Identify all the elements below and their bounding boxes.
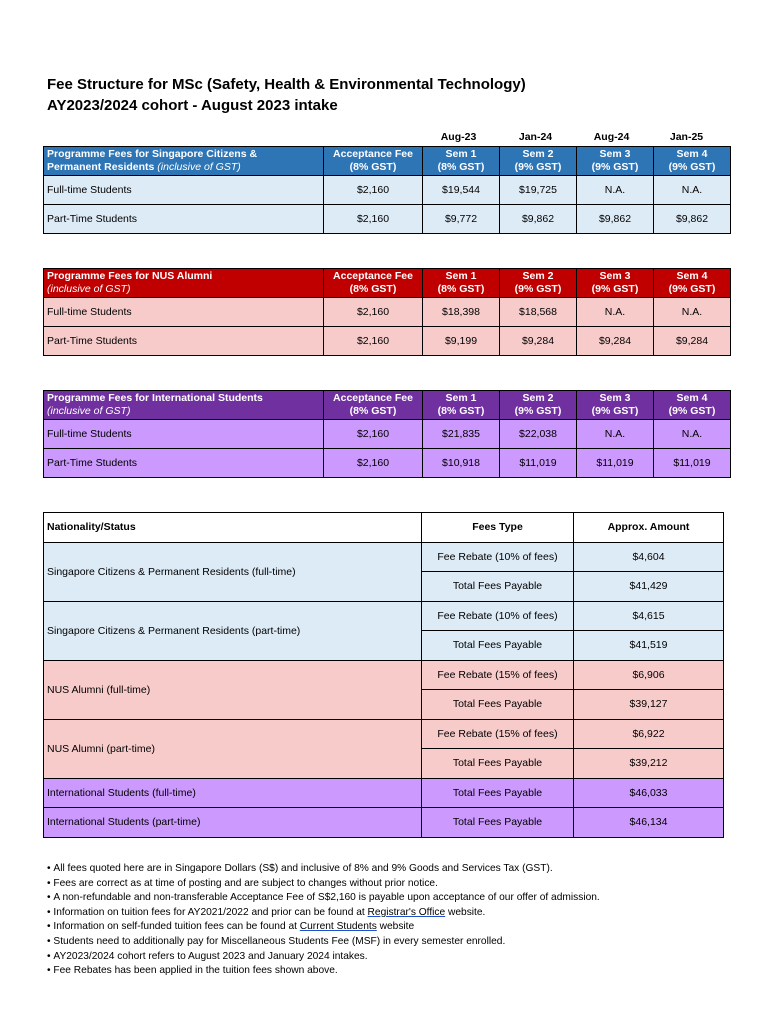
fee-cell: $21,835 — [423, 420, 500, 449]
fees-type-cell: Total Fees Payable — [422, 572, 574, 602]
column-header: Sem 3 (9% GST) — [577, 269, 654, 298]
column-header: Acceptance Fee (8% GST) — [324, 269, 423, 298]
note-item: • All fees quoted here are in Singapore Dollars (S$) and inclusive of 8% and 9% Goods and Services Tax (GST). — [47, 862, 600, 877]
fee-cell: $18,568 — [500, 298, 577, 327]
period-label: Jan-25 — [669, 131, 704, 143]
status-cell: NUS Alumni (part-time) — [44, 719, 422, 778]
registrars-office-link[interactable]: Registrar's Office — [367, 906, 446, 918]
fees-type-cell: Fee Rebate (15% of fees) — [422, 660, 574, 690]
row-label: Part-Time Students — [44, 327, 324, 356]
fee-cell: $2,160 — [324, 420, 423, 449]
column-header: Sem 1 (8% GST) — [423, 391, 500, 420]
fee-cell: $2,160 — [324, 449, 423, 478]
fee-cell: $9,284 — [654, 327, 731, 356]
status-cell: NUS Alumni (full-time) — [44, 660, 422, 719]
fees-type-cell: Total Fees Payable — [422, 631, 574, 661]
table-header-row — [44, 269, 731, 298]
fee-cell: $11,019 — [577, 449, 654, 478]
column-header: Sem 1 (8% GST) — [423, 147, 500, 176]
fees-type-cell: Total Fees Payable — [422, 690, 574, 720]
table-row — [44, 601, 724, 631]
column-header: Sem 4 (9% GST) — [654, 147, 731, 176]
fee-cell: N.A. — [577, 298, 654, 327]
table-row — [44, 778, 724, 808]
note-item: • Fee Rebates has been applied in the tuition fees shown above. — [47, 964, 600, 979]
status-cell: International Students (full-time) — [44, 778, 422, 808]
fees-table-alumni — [43, 268, 731, 356]
table-header-row — [44, 391, 731, 420]
summary-table — [43, 512, 724, 838]
fee-cell: $19,544 — [423, 176, 500, 205]
fees-type-cell: Fee Rebate (10% of fees) — [422, 542, 574, 572]
table-row — [44, 327, 731, 356]
column-header: Sem 3 (9% GST) — [577, 147, 654, 176]
amount-cell: $39,212 — [574, 749, 724, 779]
fees-type-cell: Fee Rebate (10% of fees) — [422, 601, 574, 631]
amount-cell: $46,134 — [574, 808, 724, 838]
table-row — [44, 660, 724, 690]
table-row — [44, 420, 731, 449]
fees-type-cell: Total Fees Payable — [422, 749, 574, 779]
title-line-1: Fee Structure for MSc (Safety, Health & Environmental Technology) — [47, 76, 526, 93]
row-label: Full-time Students — [44, 420, 324, 449]
status-cell: International Students (part-time) — [44, 808, 422, 838]
note-item: • A non-refundable and non-transferable Acceptance Fee of S$2,160 is payable upon acceptance of our offer of admission. — [47, 891, 600, 906]
column-header: Nationality/Status — [44, 513, 422, 543]
note-item: • Students need to additionally pay for Miscellaneous Students Fee (MSF) in every semester enrolled. — [47, 935, 600, 950]
title-line-2: AY2023/2024 cohort - August 2023 intake — [47, 97, 338, 114]
page-title — [47, 74, 526, 116]
table-row — [44, 449, 731, 478]
row-label: Part-Time Students — [44, 449, 324, 478]
summary-header-row — [44, 513, 724, 543]
column-header: Acceptance Fee (8% GST) — [324, 147, 423, 176]
table-heading: Programme Fees for Singapore Citizens & Permanent Residents (inclusive of GST) — [44, 147, 324, 176]
table-row — [44, 719, 724, 749]
period-label: Jan-24 — [518, 131, 553, 143]
fee-cell: N.A. — [654, 420, 731, 449]
column-header: Sem 2 (9% GST) — [500, 269, 577, 298]
notes-list — [47, 862, 600, 979]
fee-cell: N.A. — [577, 176, 654, 205]
amount-cell: $4,615 — [574, 601, 724, 631]
fees-table-international — [43, 390, 731, 478]
fee-cell: $2,160 — [324, 205, 423, 234]
fee-cell: $9,284 — [577, 327, 654, 356]
fee-cell: $9,772 — [423, 205, 500, 234]
table-row — [44, 542, 724, 572]
amount-cell: $6,922 — [574, 719, 724, 749]
fee-cell: N.A. — [654, 176, 731, 205]
column-header: Sem 1 (8% GST) — [423, 269, 500, 298]
note-item: • Information on tuition fees for AY2021/2022 and prior can be found at Registrar's Office website. — [47, 906, 600, 921]
fee-cell: $18,398 — [423, 298, 500, 327]
row-label: Full-time Students — [44, 176, 324, 205]
table-heading: Programme Fees for NUS Alumni (inclusive of GST) — [44, 269, 324, 298]
note-item: • AY2023/2024 cohort refers to August 2023 and January 2024 intakes. — [47, 950, 600, 965]
table-row — [44, 205, 731, 234]
row-label: Part-Time Students — [44, 205, 324, 234]
fee-cell: $11,019 — [654, 449, 731, 478]
status-cell: Singapore Citizens & Permanent Residents (full-time) — [44, 542, 422, 601]
period-label: Aug-24 — [593, 131, 630, 143]
amount-cell: $41,519 — [574, 631, 724, 661]
column-header: Approx. Amount — [574, 513, 724, 543]
fee-cell: $19,725 — [500, 176, 577, 205]
fee-cell: $9,284 — [500, 327, 577, 356]
note-item: • Fees are correct as at time of posting and are subject to changes without prior notice. — [47, 877, 600, 892]
status-cell: Singapore Citizens & Permanent Residents (part-time) — [44, 601, 422, 660]
table-header-row — [44, 147, 731, 176]
column-header: Sem 2 (9% GST) — [500, 391, 577, 420]
note-item: • Information on self-funded tuition fees can be found at Current Students website — [47, 920, 600, 935]
amount-cell: $39,127 — [574, 690, 724, 720]
column-header: Sem 3 (9% GST) — [577, 391, 654, 420]
fee-cell: $10,918 — [423, 449, 500, 478]
period-label: Aug-23 — [440, 131, 477, 143]
fee-cell: $9,862 — [654, 205, 731, 234]
fee-cell: N.A. — [577, 420, 654, 449]
fee-cell: $11,019 — [500, 449, 577, 478]
table-row — [44, 298, 731, 327]
fee-cell: $2,160 — [324, 327, 423, 356]
column-header: Acceptance Fee (8% GST) — [324, 391, 423, 420]
column-header: Sem 4 (9% GST) — [654, 391, 731, 420]
fees-type-cell: Fee Rebate (15% of fees) — [422, 719, 574, 749]
fees-table-singapore — [43, 146, 731, 234]
fees-type-cell: Total Fees Payable — [422, 778, 574, 808]
amount-cell: $6,906 — [574, 660, 724, 690]
fee-cell: $2,160 — [324, 176, 423, 205]
fee-cell: $9,199 — [423, 327, 500, 356]
fee-cell: N.A. — [654, 298, 731, 327]
fee-cell: $9,862 — [500, 205, 577, 234]
fee-cell: $2,160 — [324, 298, 423, 327]
amount-cell: $4,604 — [574, 542, 724, 572]
column-header: Sem 2 (9% GST) — [500, 147, 577, 176]
amount-cell: $41,429 — [574, 572, 724, 602]
row-label: Full-time Students — [44, 298, 324, 327]
fee-cell: $22,038 — [500, 420, 577, 449]
current-students-link[interactable]: Current Students — [299, 921, 377, 933]
table-row — [44, 808, 724, 838]
column-header: Fees Type — [422, 513, 574, 543]
table-heading: Programme Fees for International Students (inclusive of GST) — [44, 391, 324, 420]
fees-type-cell: Total Fees Payable — [422, 808, 574, 838]
fee-cell: $9,862 — [577, 205, 654, 234]
column-header: Sem 4 (9% GST) — [654, 269, 731, 298]
table-row — [44, 176, 731, 205]
amount-cell: $46,033 — [574, 778, 724, 808]
